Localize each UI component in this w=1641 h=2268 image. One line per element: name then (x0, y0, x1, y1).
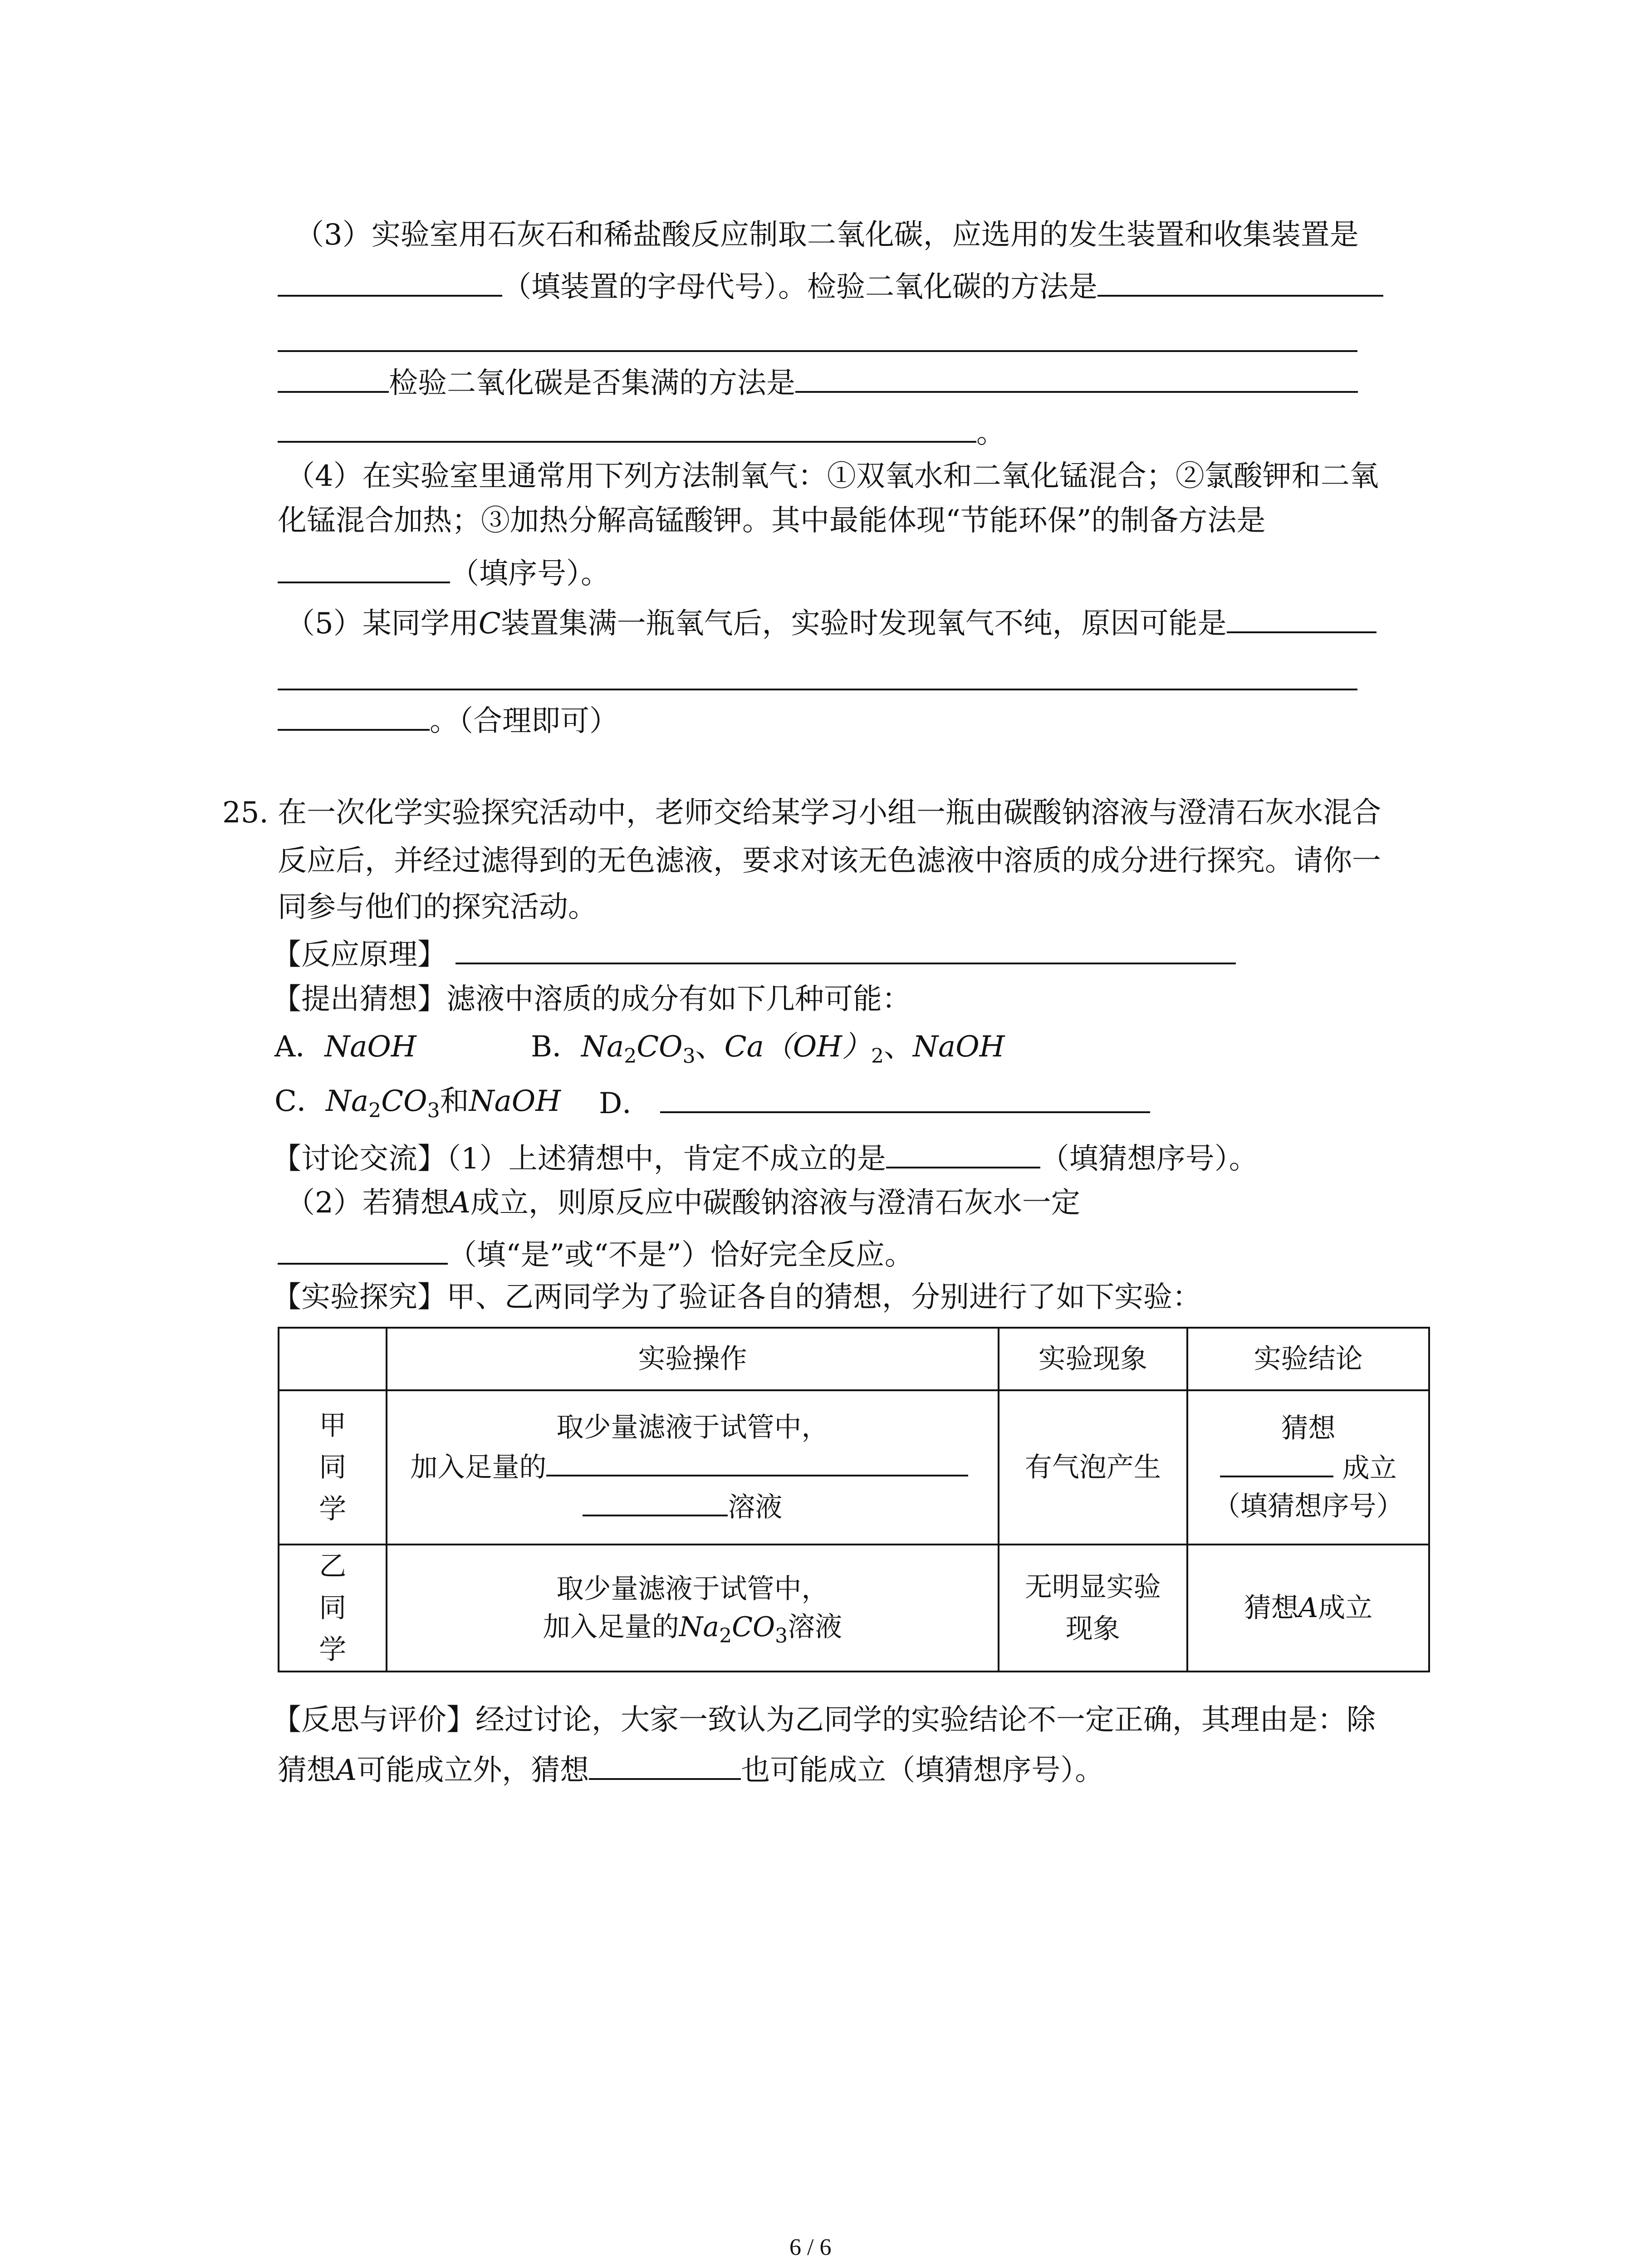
page-number: 6 / 6 (789, 2234, 832, 2260)
discussion-1: 【讨论交流】（1）上述猜想中，肯定不成立的是 （填猜想序号）。 (272, 1139, 1258, 1177)
answer-blank[interactable] (583, 1486, 728, 1516)
experiment-table (278, 1327, 1430, 1672)
answer-blank[interactable] (278, 701, 430, 731)
q25-intro-line2: 反应后，并经过滤得到的无色滤液，要求对该无色滤液中溶质的成分进行探究。请你一 (278, 844, 1381, 878)
answer-blank[interactable] (278, 267, 502, 297)
q24-p3-line2: （填装置的字母代号）。检验二氧化碳的方法是 (278, 267, 1383, 305)
q24-p4-line1: （4）在实验室里通常用下列方法制氧气：①双氧水和二氧化锰混合；②氯酸钾和二氧 (286, 459, 1379, 493)
row-yi-phenomenon: 无明显实验现象 (999, 1545, 1188, 1672)
option-a: A．NaOH (274, 1030, 416, 1064)
answer-blank[interactable] (456, 934, 1236, 964)
header-phenomenon: 实验现象 (999, 1328, 1188, 1390)
reflection-line1: 【反思与评价】经过讨论，大家一致认为乙同学的实验结论不一定正确，其理由是：除 (272, 1703, 1376, 1737)
answer-blank[interactable] (1220, 1447, 1333, 1477)
q25-intro-line3: 同参与他们的探究活动。 (278, 890, 597, 924)
table-row (279, 1390, 1429, 1545)
reaction-principle: 【反应原理】 (272, 934, 1236, 973)
answer-blank[interactable] (546, 1447, 968, 1476)
table-header-row (279, 1328, 1429, 1390)
answer-blank[interactable] (886, 1139, 1040, 1168)
table-row (279, 1545, 1429, 1672)
answer-blank[interactable] (795, 363, 1358, 393)
answer-line[interactable] (278, 689, 1357, 690)
row-student-yi: 乙同学 (279, 1545, 387, 1672)
option-b: B．$Na_2CO_3$、$Ca(OH)_2$、NaOH (531, 1030, 1005, 1068)
row-jia-phenomenon: 有气泡产生 (999, 1390, 1188, 1545)
row-jia-operation: 取少量滤液于试管中， 加入足量的 溶液 (387, 1390, 998, 1545)
q24-p4-line3: （填序号）。 (278, 553, 610, 592)
header-conclusion: 实验结论 (1187, 1328, 1429, 1390)
row-yi-operation: 取少量滤液于试管中， 加入足量的$Na_2CO_3$溶液 (387, 1545, 998, 1672)
option-d: D． (599, 1083, 1150, 1122)
option-c: C．$Na_2CO_3$和NaOH (274, 1085, 561, 1122)
discussion-2: （2）若猜想A成立，则原反应中碳酸钠溶液与澄清石灰水一定 (286, 1186, 1080, 1220)
q24-p3-line1: （3）实验室用石灰石和稀盐酸反应制取二氧化碳，应选用的发生装置和收集装置是 (295, 218, 1359, 252)
answer-blank[interactable] (278, 363, 389, 393)
answer-blank[interactable] (1097, 267, 1383, 297)
reflection-line2: 猜想A可能成立外，猜想 也可能成立（填猜想序号）。 (278, 1750, 1104, 1789)
q25-intro-line1: 25. 在一次化学实验探究活动中，老师交给某学习小组一瓶由碳酸钠溶液与澄清石灰水混合 (222, 796, 1381, 830)
q24-p5-line3: 。（合理即可） (278, 701, 618, 739)
header-operation: 实验操作 (387, 1328, 998, 1390)
row-yi-conclusion: 猜想A成立 (1187, 1545, 1429, 1672)
q24-p4-line2: 化锰混合加热；③加热分解高锰酸钾。其中最能体现“节能环保”的制备方法是 (278, 504, 1266, 538)
answer-blank[interactable] (278, 553, 450, 583)
row-jia-conclusion: 猜想 成立 （填猜想序号） (1187, 1390, 1429, 1545)
q24-p3-line4: 检验二氧化碳是否集满的方法是 (278, 363, 1358, 401)
header-empty-cell (279, 1328, 387, 1390)
q24-p5-line1: （5）某同学用C装置集满一瓶氧气后，实验时发现氧气不纯，原因可能是 (286, 603, 1376, 642)
discussion-2-cont: （填“是”或“不是”）恰好完全反应。 (278, 1235, 914, 1273)
q24-p3-line5: 。 (278, 413, 1005, 451)
row-student-jia: 甲同学 (279, 1390, 387, 1545)
hypothesis-heading: 【提出猜想】滤液中溶质的成分有如下几种可能： (272, 982, 911, 1016)
answer-blank[interactable] (589, 1750, 741, 1780)
answer-blank[interactable] (278, 1235, 448, 1265)
answer-blank[interactable] (660, 1083, 1150, 1113)
answer-blank[interactable] (1227, 603, 1376, 633)
experiment-heading: 【实验探究】甲、乙两同学为了验证各自的猜想，分别进行了如下实验： (272, 1281, 1201, 1314)
answer-blank[interactable] (278, 413, 976, 443)
answer-line[interactable] (278, 350, 1357, 352)
